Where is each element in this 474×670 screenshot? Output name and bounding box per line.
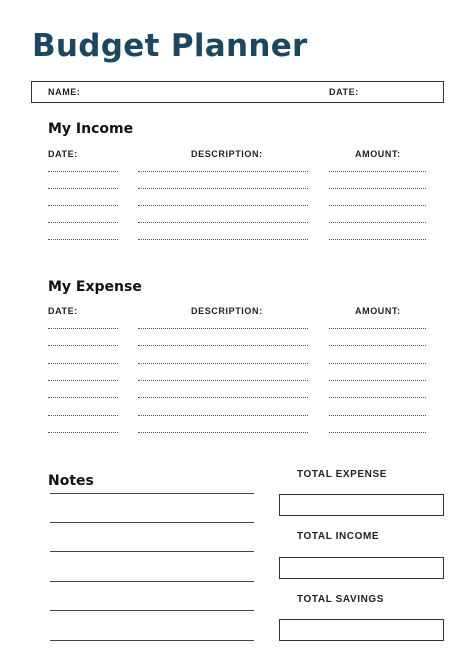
- description-entry-line[interactable]: [138, 363, 308, 364]
- description-entry-line[interactable]: [138, 222, 308, 223]
- description-entry-line[interactable]: [138, 397, 308, 398]
- description-entry-line[interactable]: [138, 188, 308, 189]
- amount-entry-line[interactable]: [329, 397, 426, 398]
- note-line[interactable]: [50, 640, 254, 641]
- description-entry-line[interactable]: [138, 239, 308, 240]
- total-savings-field[interactable]: [279, 619, 444, 641]
- description-entry-line[interactable]: [138, 205, 308, 206]
- amount-entry-line[interactable]: [329, 239, 426, 240]
- notes-title: Notes: [48, 473, 94, 489]
- page-title: Budget Planner: [32, 28, 308, 64]
- note-line[interactable]: [50, 522, 254, 523]
- note-line[interactable]: [50, 493, 254, 494]
- amount-entry-line[interactable]: [329, 380, 426, 381]
- date-entry-line[interactable]: [48, 363, 118, 364]
- total-savings-label: TOTAL SAVINGS: [297, 594, 385, 605]
- date-entry-line[interactable]: [48, 188, 118, 189]
- income-section-title: My Income: [48, 121, 134, 137]
- description-entry-line[interactable]: [138, 415, 308, 416]
- expense-amount-header: AMOUNT:: [355, 306, 401, 316]
- date-entry-line[interactable]: [48, 205, 118, 206]
- income-amount-header: AMOUNT:: [355, 149, 401, 159]
- total-income-field[interactable]: [279, 557, 444, 579]
- date-entry-line[interactable]: [48, 432, 118, 433]
- amount-entry-line[interactable]: [329, 188, 426, 189]
- description-entry-line[interactable]: [138, 171, 308, 172]
- description-entry-line[interactable]: [138, 432, 308, 433]
- expense-description-header: DESCRIPTION:: [191, 306, 263, 316]
- date-entry-line[interactable]: [48, 415, 118, 416]
- date-entry-line[interactable]: [48, 380, 118, 381]
- note-line[interactable]: [50, 610, 254, 611]
- expense-date-header: DATE:: [48, 306, 78, 316]
- total-expense-field[interactable]: [279, 494, 444, 516]
- amount-entry-line[interactable]: [329, 415, 426, 416]
- amount-entry-line[interactable]: [329, 171, 426, 172]
- date-label: DATE:: [329, 87, 359, 97]
- total-expense-label: TOTAL EXPENSE: [297, 469, 388, 480]
- amount-entry-line[interactable]: [329, 328, 426, 329]
- amount-entry-line[interactable]: [329, 363, 426, 364]
- description-entry-line[interactable]: [138, 328, 308, 329]
- amount-entry-line[interactable]: [329, 205, 426, 206]
- name-date-box: [31, 81, 444, 103]
- date-entry-line[interactable]: [48, 171, 118, 172]
- income-description-header: DESCRIPTION:: [191, 149, 263, 159]
- amount-entry-line[interactable]: [329, 222, 426, 223]
- date-entry-line[interactable]: [48, 328, 118, 329]
- amount-entry-line[interactable]: [329, 345, 426, 346]
- name-label: NAME:: [48, 87, 81, 97]
- date-entry-line[interactable]: [48, 239, 118, 240]
- description-entry-line[interactable]: [138, 380, 308, 381]
- note-line[interactable]: [50, 581, 254, 582]
- description-entry-line[interactable]: [138, 345, 308, 346]
- expense-section-title: My Expense: [48, 279, 142, 295]
- note-line[interactable]: [50, 551, 254, 552]
- total-income-label: TOTAL INCOME: [297, 531, 380, 542]
- date-entry-line[interactable]: [48, 222, 118, 223]
- amount-entry-line[interactable]: [329, 432, 426, 433]
- date-entry-line[interactable]: [48, 345, 118, 346]
- date-entry-line[interactable]: [48, 397, 118, 398]
- income-date-header: DATE:: [48, 149, 78, 159]
